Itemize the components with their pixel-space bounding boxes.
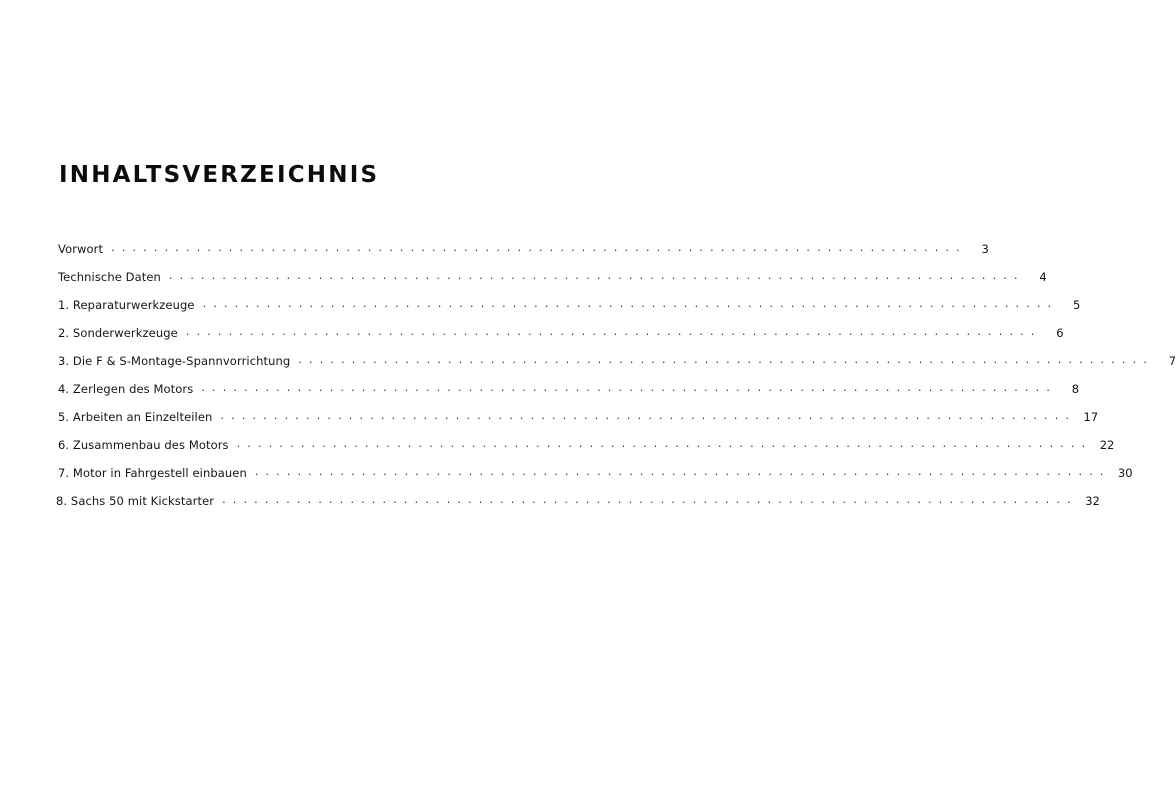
toc-entry-montage-spannvorrichtung — [58, 340, 1176, 368]
toc-dot-leader: ................................................................................ — [254, 465, 1111, 478]
toc-dot-leader: ................................................................................ — [185, 325, 1042, 338]
toc-page-number: 5 — [1072, 298, 1081, 312]
toc-dot-leader: ................................................................................ — [202, 297, 1059, 310]
toc-entry-label: 2. Sonderwerkzeuge — [58, 326, 178, 340]
toc-page-number: 4 — [1039, 270, 1047, 284]
toc-dot-leader: ................................................................................ — [111, 241, 967, 254]
toc-entry-technische-daten — [58, 256, 1047, 284]
toc-page-number: 7 — [1168, 354, 1176, 368]
toc-entry-vorwort — [58, 228, 989, 256]
toc-entry-label: 8. Sachs 50 mit Kickstarter — [56, 494, 215, 508]
toc-entry-zerlegen-des-motors — [58, 368, 1080, 396]
toc-dot-leader: ................................................................................ — [236, 437, 1093, 450]
page-title: INHALTSVERZEICHNIS — [59, 162, 380, 188]
table-of-contents — [56, 228, 1176, 508]
toc-entry-label: 5. Arbeiten an Einzelteilen — [58, 410, 213, 424]
toc-page-number: 6 — [1056, 326, 1064, 340]
toc-dot-leader: ................................................................................ — [201, 381, 1058, 394]
toc-entry-zusammenbau-des-motors — [58, 424, 1115, 452]
toc-page-number: 32 — [1085, 494, 1100, 508]
toc-entry-motor-einbauen — [58, 452, 1133, 480]
toc-entry-label: 4. Zerlegen des Motors — [58, 382, 194, 396]
toc-entry-sonderwerkzeuge — [58, 312, 1064, 340]
toc-page-number: 3 — [981, 242, 989, 256]
toc-entry-label: 7. Motor in Fahrgestell einbauen — [58, 466, 247, 480]
toc-entry-label: 3. Die F & S-Montage-Spannvorrichtung — [58, 354, 291, 368]
toc-dot-leader: ................................................................................ — [168, 269, 1025, 282]
toc-page-number: 22 — [1099, 438, 1115, 452]
toc-entry-sachs-50-kickstarter — [56, 480, 1100, 508]
toc-entry-label: 6. Zusammenbau des Motors — [58, 438, 229, 452]
toc-entry-label: Technische Daten — [58, 270, 161, 284]
toc-entry-arbeiten-an-einzelteilen — [58, 396, 1099, 424]
toc-dot-leader: ................................................................................ — [222, 493, 1078, 506]
toc-page-number: 30 — [1117, 466, 1133, 480]
toc-entry-reparaturwerkzeuge — [58, 284, 1081, 312]
toc-dot-leader: ................................................................................ — [298, 353, 1155, 366]
toc-page-number: 8 — [1071, 382, 1080, 396]
toc-entry-label: 1. Reparaturwerkzeuge — [58, 298, 195, 312]
toc-page-number: 17 — [1083, 410, 1099, 424]
toc-dot-leader: ................................................................................ — [220, 409, 1077, 422]
toc-entry-label: Vorwort — [58, 242, 104, 256]
